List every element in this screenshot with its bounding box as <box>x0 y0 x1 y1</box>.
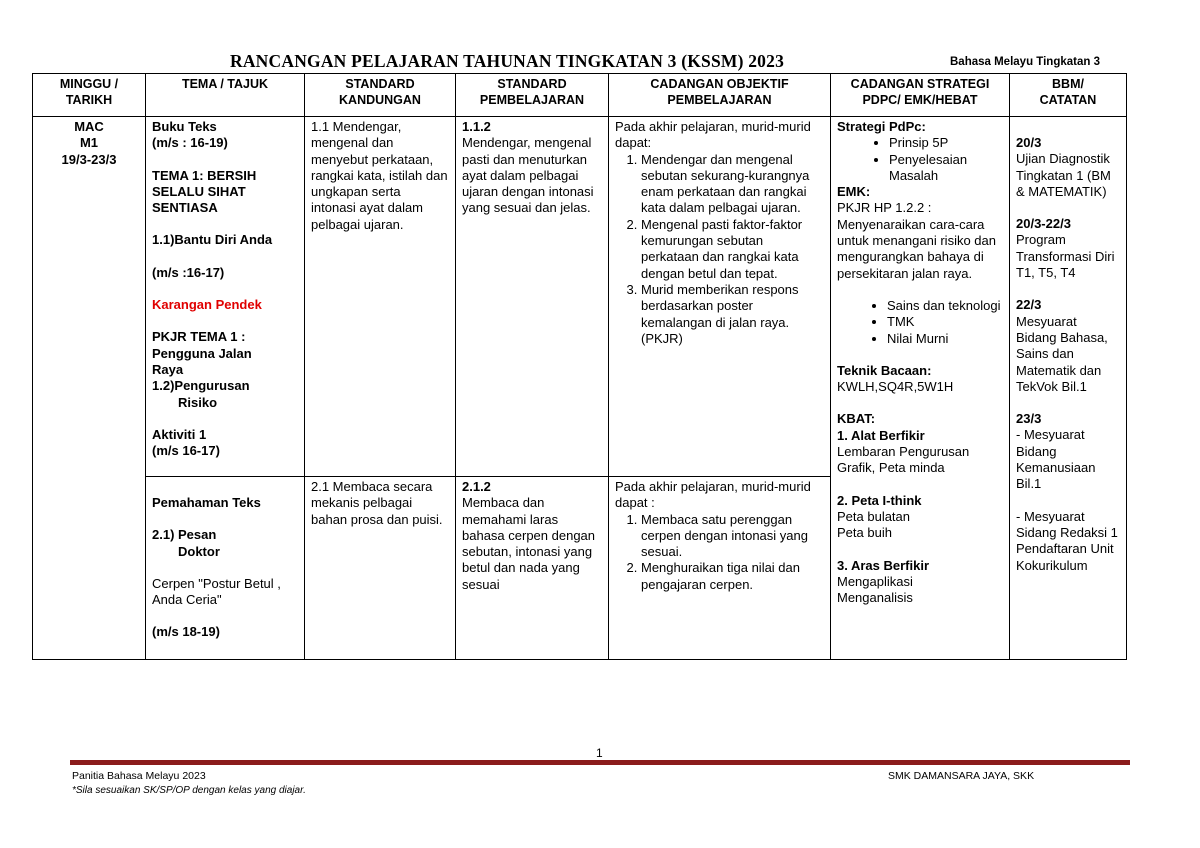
teknik-title: Teknik Bacaan: <box>837 362 932 378</box>
obj-intro-1: Pada akhir pelajaran, murid-murid dapat: <box>615 119 811 151</box>
karangan-label: Karangan Pendek <box>152 297 262 313</box>
topic-pages: (m/s :16-17) <box>152 264 225 280</box>
obj-list-1 <box>615 152 824 348</box>
aras-line-1: Mengaplikasi <box>837 573 913 589</box>
pkjr-line-2: Pengguna Jalan <box>152 345 252 361</box>
pdpc-title: Strategi PdPc: <box>837 119 926 134</box>
aktiviti-pages: (m/s 16-17) <box>152 443 220 459</box>
page-title: RANCANGAN PELAJARAN TAHUNAN TINGKATAN 3 (KSSM) 2023 <box>230 51 785 71</box>
sp-text-1: Mendengar, mengenal pasti dan menuturkan ayat dalam pelbagai ujaran dengan intonasi yang sesuai dan jelas. <box>462 135 594 216</box>
obj-intro-2: Pada akhir pelajaran, murid-murid dapat : <box>615 479 811 511</box>
topic2-title-2: Doktor <box>178 543 220 559</box>
list-item: • Nilai Murni <box>887 331 1003 347</box>
alat-text: Lembaran Pengurusan Grafik, Peta minda <box>837 444 970 476</box>
sp-text-2: Membaca dan memahami laras bahasa cerpen dengan sebutan, intonasi yang betul dan nada yang sesuai <box>462 495 596 592</box>
list-item: • Penyelesaian Masalah <box>889 152 1003 185</box>
week-month: MAC <box>74 119 104 134</box>
peta-line-2: Peta buih <box>837 525 892 541</box>
objektif-cell-2 <box>609 477 831 660</box>
theme-title: TEMA 1: BERSIH <box>152 167 257 183</box>
footer-left: Panitia Bahasa Melayu 2023 <box>72 770 206 782</box>
list-item: 2. Menghuraikan tiga nilai dan pengajaran cerpen. <box>641 560 824 593</box>
cerpen-title: Cerpen "Postur Betul , Anda Ceria" <box>152 575 281 608</box>
book-label: Buku Teks <box>152 119 217 134</box>
week-dates: 19/3-23/3 <box>61 151 117 167</box>
standard-kandungan-2 <box>305 477 456 660</box>
standard-kandungan-1 <box>305 117 456 477</box>
catatan-text-1: Ujian Diagnostik Tingkatan 1 (BM & MATEMATIK) <box>1016 151 1111 199</box>
topic2-pages: (m/s 18-19) <box>152 624 220 640</box>
standard-pembelajaran-1 <box>456 117 609 477</box>
subject-label: Bahasa Melayu Tingkatan 3 <box>950 56 1100 68</box>
col-header-minggu: MINGGU / TARIKH <box>33 74 146 117</box>
topic-title: 1.1)Bantu Diri Anda <box>152 232 273 248</box>
col-header-standard-kandungan: STANDARD KANDUNGAN <box>305 74 456 117</box>
theme-title-2: SELALU SIHAT <box>152 183 246 199</box>
footer-divider <box>70 760 1130 765</box>
pkjr-line-3: Raya <box>152 361 184 377</box>
catatan-cell <box>1010 117 1127 660</box>
theme-title-3: SENTIASA <box>152 200 218 216</box>
pdpc-list <box>837 135 1003 184</box>
col-header-objektif: CADANGAN OBJEKTIF PEMBELAJARAN <box>609 74 831 117</box>
list-item: 3. Murid memberikan respons berdasarkan poster kemalangan di jalan raya.(PKJR) <box>641 282 824 347</box>
list-item: • Prinsip 5P <box>889 135 1003 151</box>
col-header-strategi: CADANGAN STRATEGI PDPC/ EMK/HEBAT <box>831 74 1010 117</box>
emk-text: PKJR HP 1.2.2 : Menyenaraikan cara-cara untuk menangani risiko dan mengurangkan bahaya di persekitaran jalan raya. <box>837 200 996 281</box>
pemahaman-title: Pemahaman Teks <box>152 495 261 510</box>
sp-code-1: 1.1.2 <box>462 119 491 134</box>
header-row <box>33 74 1127 117</box>
catatan-text-4: - Mesyuarat Bidang Kemanusiaan Bil.1 <box>1016 427 1096 492</box>
page-number: 1 <box>596 746 603 760</box>
sk-text-1: 1.1 Mendengar, mengenal dan menyebut perkataan, rangkai kata, istilah dan ungkapan serta intonasi ayat dalam pelbagai ujaran. <box>311 119 448 232</box>
topic2-title: 2.1) Pesan <box>152 527 217 543</box>
list-item: 1. Membaca satu perenggan cerpen dengan intonasi yang sesuai. <box>641 512 824 561</box>
catatan-date-4: 23/3 <box>1016 411 1042 427</box>
pkjr-line-4: 1.2)Pengurusan <box>152 378 250 394</box>
pkjr-title: PKJR TEMA 1 : <box>152 329 246 345</box>
aras-title: 3. Aras Berfikir <box>837 557 930 573</box>
table-row <box>33 117 1127 477</box>
emk-title: EMK: <box>837 184 871 200</box>
book-pages: (m/s : 16-19) <box>152 135 228 151</box>
pkjr-line-5: Risiko <box>178 394 218 410</box>
catatan-date-3: 22/3 <box>1016 297 1042 313</box>
col-header-tema: TEMA / TAJUK <box>146 74 305 117</box>
list-item: • Sains dan teknologi <box>887 298 1003 314</box>
week-cell <box>33 117 146 660</box>
list-item: • TMK <box>887 314 1003 330</box>
peta-line-1: Peta bulatan <box>837 508 911 524</box>
list-item: 2. Mengenal pasti faktor-faktor kemurungan sebutan perkataan dan rangkai kata dengan betul dan tepat. <box>641 217 824 282</box>
teknik-text: KWLH,SQ4R,5W1H <box>837 379 954 395</box>
col-header-catatan: BBM/ CATATAN <box>1010 74 1127 117</box>
catatan-text-3: Mesyuarat Bidang Bahasa, Sains dan Matematik dan TekVok Bil.1 <box>1016 313 1108 394</box>
footer-note: *Sila sesuaikan SK/SP/OP dengan kelas yang diajar. <box>72 785 306 796</box>
tema-cell-1 <box>146 117 305 477</box>
aras-line-2: Menganalisis <box>837 590 913 606</box>
list-item: 1. Mendengar dan mengenal sebutan sekurang-kurangnya enam perkataan dan rangkai kata dalam pelbagai ujaran. <box>641 152 824 217</box>
sk-text-2: 2.1 Membaca secara mekanis pelbagai bahan prosa dan puisi. <box>311 479 443 527</box>
tema-cell-2 <box>146 477 305 660</box>
footer-right: SMK DAMANSARA JAYA, SKK <box>888 770 1035 782</box>
strategi-cell <box>831 117 1010 660</box>
alat-title: 1. Alat Berfikir <box>837 427 925 443</box>
col-header-standard-pembelajaran: STANDARD PEMBELAJARAN <box>456 74 609 117</box>
peta-title: 2. Peta I-think <box>837 492 922 508</box>
standard-pembelajaran-2 <box>456 477 609 660</box>
aktiviti-label: Aktiviti 1 <box>152 426 207 442</box>
lesson-plan-table <box>32 73 1127 660</box>
kbat-title: KBAT: <box>837 411 876 427</box>
catatan-text-5: - Mesyuarat Sidang Redaksi 1 Pendaftaran Unit Kokurikulum <box>1016 508 1118 573</box>
emk-list <box>837 298 1003 347</box>
catatan-text-2: Program Transformasi Diri T1, T5, T4 <box>1016 232 1115 281</box>
catatan-date-1: 20/3 <box>1016 135 1042 150</box>
obj-list-2 <box>615 512 824 593</box>
sp-code-2: 2.1.2 <box>462 479 491 494</box>
catatan-date-2: 20/3-22/3 <box>1016 216 1071 232</box>
objektif-cell-1 <box>609 117 831 477</box>
week-code: M1 <box>79 135 99 151</box>
